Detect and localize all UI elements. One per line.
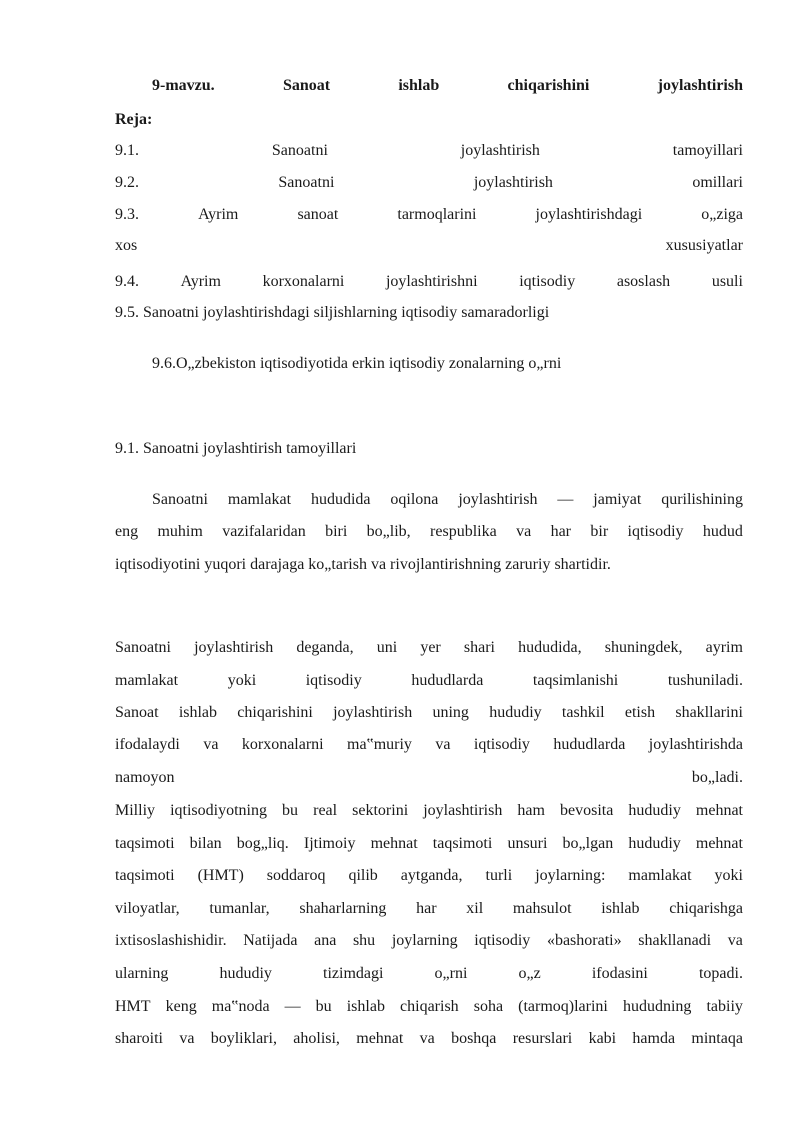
word: — [284,998,301,1015]
word: shuningdek, [604,639,683,656]
word: ishlab [346,998,385,1015]
title-word: ishlab [398,77,440,94]
paragraph-line [115,866,743,886]
word: bo„lib, [366,523,411,540]
word: va [419,1030,435,1047]
word: aholisi, [293,1030,340,1047]
word: (HMT) [197,867,244,884]
word: hududiy [219,965,272,982]
word: real [313,802,338,819]
word: tushuniladi. [667,672,743,689]
paragraph-line [115,522,743,542]
word: tashkil [561,704,605,721]
word: usuli [711,273,743,290]
word: hamda [632,1030,676,1047]
plan-item-9-4 [115,272,743,292]
word: bir [590,523,609,540]
word: va [727,932,743,949]
word: bo„ladi. [691,769,743,786]
paragraph-line [115,703,743,723]
word: joylashtirish [333,704,413,721]
word: tumanlar, [209,900,270,917]
word: xil [466,900,484,917]
word: mamlakat [115,672,179,689]
word: bilan [189,835,222,852]
word: unsuri [507,835,548,852]
word: va [179,1030,195,1047]
word: taqsimlanishi [532,672,619,689]
paragraph-line [115,899,743,919]
word: hududiy [628,802,681,819]
word: joylashtirishda [648,736,743,753]
word: Natijada [243,932,298,949]
word: shaharlarning [299,900,387,917]
paragraph-line [115,768,743,788]
word: hududiy [628,835,681,852]
word: boshqa [451,1030,497,1047]
word: tabiiy [706,998,743,1015]
paragraph-line [115,801,743,821]
word: kabi [588,1030,617,1047]
word: shu [352,932,376,949]
word: bevosita [560,802,614,819]
word: ma‟noda [211,998,270,1015]
word: shari [463,639,495,656]
word: korxonalarni [241,736,324,753]
word: Sanoatni [271,142,328,159]
word: keng [165,998,197,1015]
word: ham [517,802,545,819]
word: Sanoatni [115,639,171,656]
paragraph-line [115,671,743,691]
word: joylarning: [535,867,606,884]
word: qilib [348,867,378,884]
word: muhim [157,523,203,540]
word: etish [624,704,656,721]
word: joylashtirishni [385,273,478,290]
word: Ijtimoiy [303,835,356,852]
word: Milliy [115,802,156,819]
word: iqtisodiy [473,736,530,753]
title-word: 9-mavzu. [152,77,215,94]
topic-title [152,76,743,96]
word: chiqarish [400,998,459,1015]
word: omillari [692,174,743,191]
title-word: joylashtirish [657,77,743,94]
word: 9.4. [115,273,139,290]
word: mehnat [370,835,418,852]
word: ma‟muriy [347,736,412,753]
word: sektorini [352,802,409,819]
word: iqtisodiyotning [170,802,267,819]
plan-item-9-2 [115,173,743,193]
word: joylashtirishdagi [535,206,643,223]
word: 9.3. [115,206,139,223]
word: ifodalaydi [115,736,180,753]
word: soha [473,998,504,1015]
word: ishlab [601,900,640,917]
word: deganda, [296,639,354,656]
word: Ayrim [180,273,221,290]
paragraph-line [115,997,743,1017]
word: mamlakat [227,491,292,508]
word: jamiyat [593,491,642,508]
paragraph-line: iqtisodiyotini yuqori darajaga ko„tarish va rivojlantirishning zaruriy shartidir. [115,556,611,573]
paragraph-line [115,1029,743,1049]
word: taqsimoti [115,867,175,884]
word: chiqarishga [669,900,743,917]
word: hududlarda [553,736,626,753]
plan-item-9-6: 9.6.O„zbekiston iqtisodiyotida erkin iqtisodiy zonalarning o„rni [152,355,562,372]
paragraph-line [115,834,743,854]
word: ishlab [178,704,218,721]
word: yoki [714,867,743,884]
word: joylarning [391,932,458,949]
word: Sanoatni [278,174,335,191]
word: taqsimoti [115,835,175,852]
plan-item-9-5: 9.5. Sanoatni joylashtirishdagi siljishlarning iqtisodiy samaradorligi [115,304,550,321]
word: resurslari [512,1030,573,1047]
word: hudud [702,523,743,540]
word: iqtisodiy [519,273,576,290]
word: oqilona [390,491,439,508]
word: ixtisoslashishidir. [115,932,227,949]
word: tarmoqlarini [397,206,477,223]
paragraph-line [115,638,743,658]
word: har [550,523,571,540]
word: bu [315,998,332,1015]
word: uning [432,704,469,721]
word: joylashtirish [423,802,503,819]
word: bog„liq. [236,835,289,852]
word: sharoiti [115,1030,163,1047]
word: boyliklari, [210,1030,277,1047]
word: iqtisodiy [474,932,531,949]
word: vazifalaridan [222,523,306,540]
word: Ayrim [198,206,239,223]
word: turli [485,867,513,884]
word: soddaroq [266,867,326,884]
word: — [557,491,574,508]
word: Sanoat [115,704,159,721]
word: yoki [227,672,257,689]
word: qurilishining [661,491,743,508]
word: hududiy [489,704,542,721]
word: bu [282,802,299,819]
word: xos [115,237,138,254]
word: sanoat [297,206,339,223]
word: hududida, [518,639,582,656]
word: o„z [518,965,541,982]
reja-label: Reja: [115,111,153,128]
word: mehnat [356,1030,404,1047]
word: 9.2. [115,174,139,191]
word: joylashtirish [460,142,540,159]
word: o„ziga [701,206,743,223]
word: shakllarini [675,704,743,721]
plan-item-9-3 [115,205,743,225]
paragraph-line [115,931,743,951]
word: ayrim [705,639,743,656]
word: yer [420,639,441,656]
word: xususiyatlar [665,237,743,254]
word: joylashtirish [458,491,538,508]
word: biri [325,523,348,540]
word: har [416,900,437,917]
paragraph-line [152,490,743,510]
word: va [435,736,451,753]
word: mahsulot [512,900,572,917]
word: eng [115,523,139,540]
word: ana [314,932,337,949]
word: joylashtirish [473,174,553,191]
word: mintaqa [691,1030,743,1047]
word: Sanoatni [152,491,208,508]
word: iqtisodiy [305,672,362,689]
word: respublika [430,523,497,540]
word: taqsimoti [432,835,493,852]
word: (tarmoq)larini [518,998,608,1015]
word: mamlakat [628,867,692,884]
word: chiqarishini [237,704,313,721]
word: topadi. [698,965,743,982]
word: hududning [622,998,692,1015]
word: joylashtirish [194,639,274,656]
word: «bashorati» [546,932,622,949]
word: iqtisodiy [627,523,684,540]
word: tizimdagi [323,965,384,982]
plan-item-9-1 [115,141,743,161]
word: asoslash [616,273,671,290]
word: o„rni [434,965,468,982]
word: va [203,736,219,753]
word: bo„lgan [562,835,614,852]
title-word: chiqarishini [507,77,590,94]
plan-item-9-3-cont [115,236,743,256]
section-heading: 9.1. Sanoatni joylashtirish tamoyillari [115,440,357,457]
title-word: Sanoat [282,77,331,94]
word: korxonalarni [262,273,345,290]
paragraph-line [115,735,743,755]
word: uni [376,639,398,656]
word: namoyon [115,769,175,786]
word: shakllanadi [638,932,712,949]
word: ifodasini [591,965,648,982]
word: 9.1. [115,142,139,159]
paragraph-line [115,964,743,984]
word: mehnat [695,802,743,819]
word: aytganda, [400,867,463,884]
word: mehnat [695,835,743,852]
word: tamoyillari [672,142,743,159]
word: HMT [115,998,151,1015]
word: hududida [310,491,371,508]
word: viloyatlar, [115,900,180,917]
word: hududlarda [411,672,484,689]
word: ularning [115,965,169,982]
word: va [516,523,532,540]
